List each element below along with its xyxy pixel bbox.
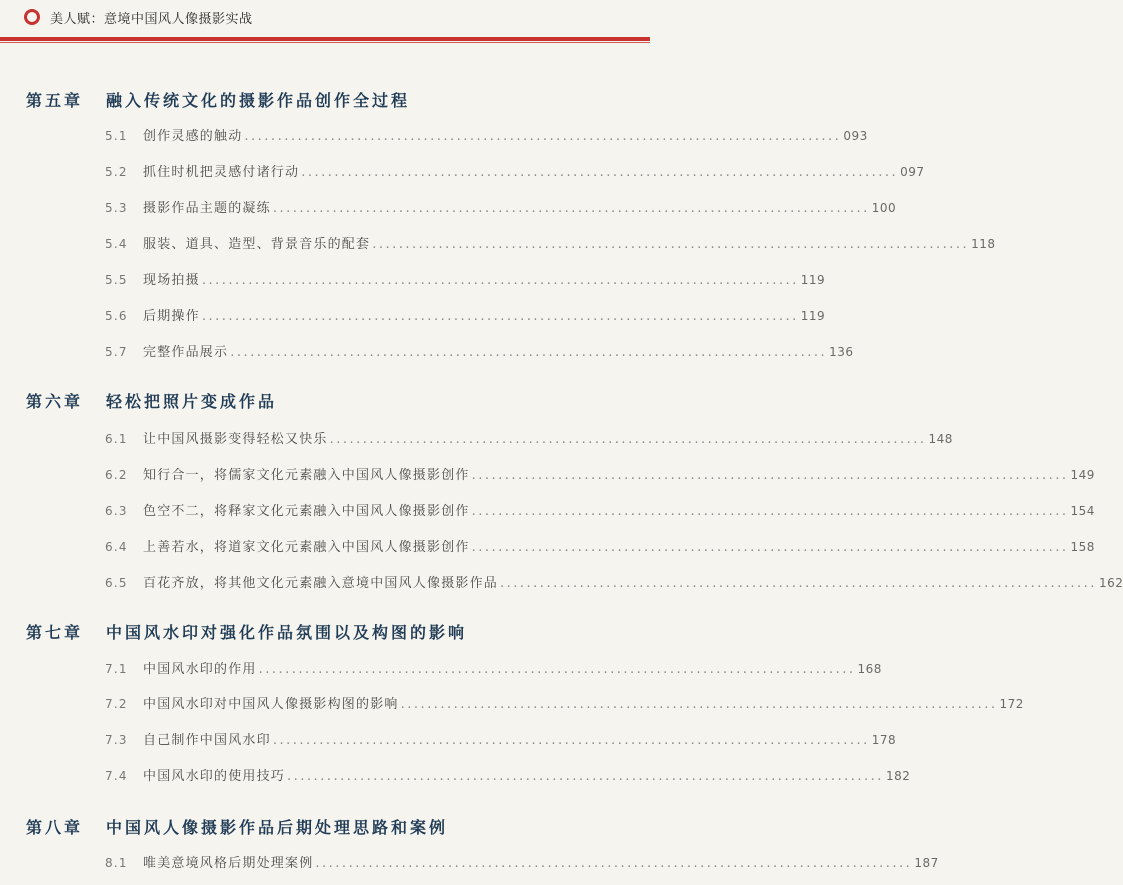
section-title: 抓住时机把灵感付诸行动 — [143, 165, 300, 180]
leader-dots: .......................................................................................... — [272, 201, 870, 216]
page-number: 148 — [928, 432, 953, 446]
page-number: 168 — [857, 662, 882, 676]
page-number: 093 — [843, 129, 868, 143]
page-number: 136 — [829, 345, 854, 359]
toc-entry[interactable] — [105, 197, 897, 217]
page-number: 182 — [885, 769, 911, 783]
toc-entry[interactable] — [105, 428, 953, 448]
page-number: 158 — [1070, 540, 1095, 554]
section-title: 知行合一，将儒家文化元素融入中国风人像摄影创作 — [143, 468, 470, 483]
toc-entry[interactable] — [105, 125, 868, 145]
toc-entry[interactable] — [105, 572, 1123, 592]
leader-dots: .......................................................................................... — [258, 662, 856, 677]
leader-dots: .......................................................................................... — [244, 129, 842, 144]
section-title: 上善若水，将道家文化元素融入中国风人像摄影创作 — [143, 540, 470, 555]
toc-entry[interactable] — [105, 536, 1095, 556]
section-title: 摄影作品主题的凝练 — [143, 201, 271, 216]
section-number: 5.4 — [105, 237, 128, 251]
toc-entry[interactable] — [105, 269, 826, 289]
section-number: 5.5 — [105, 273, 128, 287]
section-number: 7.1 — [105, 662, 128, 676]
page-number: 162 — [1098, 576, 1123, 590]
section-number: 6.2 — [105, 468, 128, 482]
section-title: 让中国风摄影变得轻松又快乐 — [143, 432, 328, 447]
section-title: 中国风水印对中国风人像摄影构图的影响 — [143, 697, 399, 712]
toc-entry[interactable] — [105, 233, 996, 253]
chapter-title: 中国风水印对强化作品氛围以及构图的影响 — [106, 623, 468, 642]
chapter-number: 第六章 — [26, 392, 84, 411]
chapter-title: 融入传统文化的摄影作品创作全过程 — [106, 91, 411, 110]
leader-dots: .......................................................................................... — [372, 237, 970, 252]
section-number: 6.5 — [105, 576, 128, 590]
leader-dots: .......................................................................................... — [201, 273, 799, 288]
chapter-title: 轻松把照片变成作品 — [106, 392, 278, 411]
chapter-number: 第八章 — [26, 818, 84, 837]
section-number: 5.3 — [105, 201, 128, 215]
leader-dots: .......................................................................................... — [230, 345, 828, 360]
leader-dots: .......................................................................................... — [287, 769, 884, 784]
page-number: 178 — [871, 733, 897, 747]
section-title: 色空不二，将释家文化元素融入中国风人像摄影创作 — [143, 504, 470, 519]
leader-dots: .......................................................................................... — [400, 697, 998, 712]
chapter-title: 中国风人像摄影作品后期处理思路和案例 — [106, 818, 449, 837]
toc-entry[interactable] — [105, 341, 854, 361]
page-number: 119 — [800, 309, 826, 323]
section-number: 7.2 — [105, 697, 128, 711]
chapter-heading[interactable] — [26, 88, 626, 111]
toc-entry[interactable] — [105, 693, 1024, 713]
toc-entry[interactable] — [105, 852, 939, 872]
leader-dots: .......................................................................................... — [471, 504, 1069, 519]
leader-dots: .......................................................................................... — [201, 309, 799, 324]
section-number: 7.4 — [105, 769, 128, 783]
chapter-heading[interactable] — [26, 815, 626, 838]
section-number: 8.1 — [105, 856, 128, 870]
section-title: 现场拍摄 — [143, 273, 200, 288]
section-number: 6.4 — [105, 540, 128, 554]
page-number: 097 — [900, 165, 925, 179]
leader-dots: .......................................................................................... — [471, 540, 1069, 555]
page-number: 172 — [999, 697, 1024, 711]
section-title: 服装、道具、造型、背景音乐的配套 — [143, 237, 371, 252]
toc-entry[interactable] — [105, 161, 925, 181]
section-title: 中国风水印的使用技巧 — [143, 769, 286, 784]
section-title: 中国风水印的作用 — [143, 662, 257, 677]
section-number: 5.6 — [105, 309, 128, 323]
chapter-number: 第五章 — [26, 91, 84, 110]
page-number: 118 — [971, 237, 996, 251]
section-number: 5.2 — [105, 165, 128, 179]
section-title: 后期操作 — [143, 309, 200, 324]
leader-dots: .......................................................................................... — [471, 468, 1069, 483]
toc-entry[interactable] — [105, 765, 911, 785]
toc-entry[interactable] — [105, 500, 1095, 520]
section-number: 6.3 — [105, 504, 128, 518]
section-title: 百花齐放，将其他文化元素融入意境中国风人像摄影作品 — [143, 576, 499, 591]
leader-dots: .......................................................................................... — [272, 733, 870, 748]
page-number: 154 — [1070, 504, 1095, 518]
leader-dots: .......................................................................................... — [329, 432, 927, 447]
book-title: 美人赋：意境中国风人像摄影实战 — [50, 12, 253, 27]
page-number: 149 — [1070, 468, 1095, 482]
section-number: 6.1 — [105, 432, 128, 446]
page-number: 119 — [800, 273, 826, 287]
toc-entry[interactable] — [105, 729, 897, 749]
section-title: 唯美意境风格后期处理案例 — [143, 856, 314, 871]
section-number: 5.7 — [105, 345, 128, 359]
leader-dots: .......................................................................................... — [500, 576, 1097, 591]
page-number: 187 — [914, 856, 939, 870]
chapter-heading[interactable] — [26, 389, 626, 412]
chapter-heading[interactable] — [26, 620, 626, 643]
section-number: 5.1 — [105, 129, 128, 143]
section-number: 7.3 — [105, 733, 128, 747]
page-number: 100 — [871, 201, 897, 215]
toc-entry[interactable] — [105, 464, 1095, 484]
leader-dots: .......................................................................................... — [315, 856, 913, 871]
leader-dots: .......................................................................................... — [301, 165, 899, 180]
chapter-number: 第七章 — [26, 623, 84, 642]
toc-entry[interactable] — [105, 305, 826, 325]
section-title: 自己制作中国风水印 — [143, 733, 271, 748]
toc-entry[interactable] — [105, 658, 882, 678]
section-title: 创作灵感的触动 — [143, 129, 243, 144]
section-title: 完整作品展示 — [143, 345, 229, 360]
